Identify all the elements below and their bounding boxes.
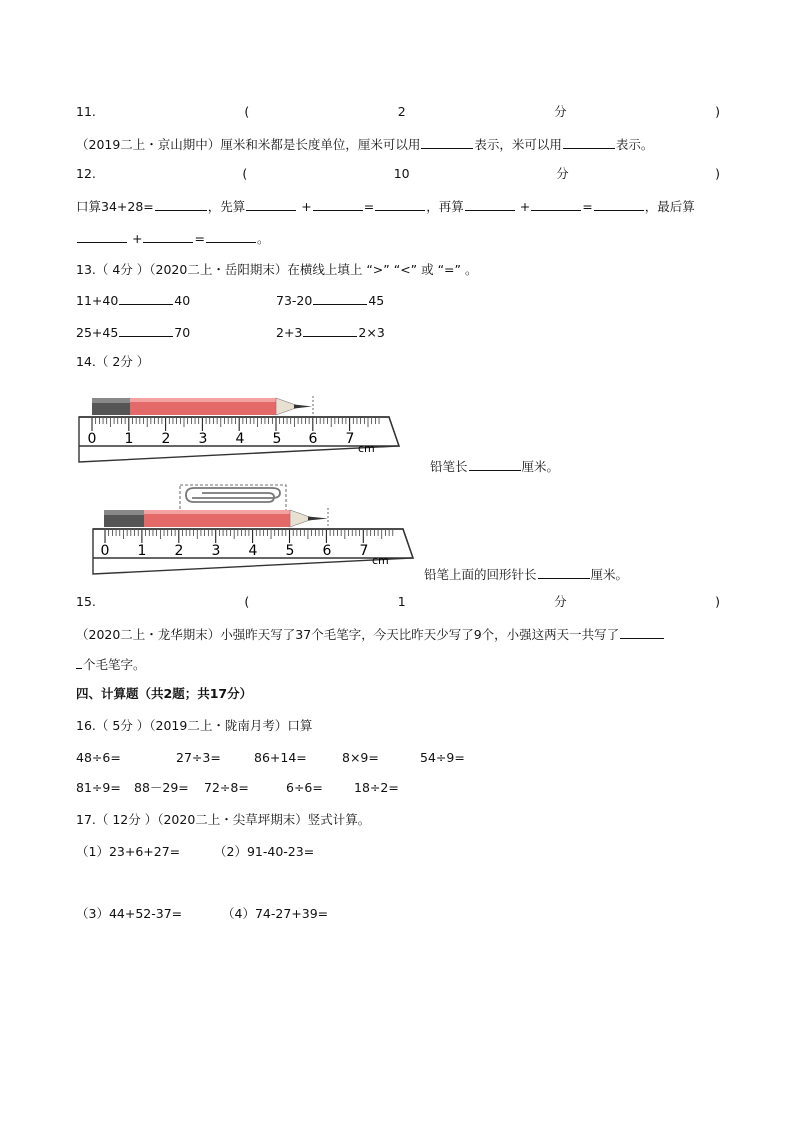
ruler-label-5: 5 bbox=[285, 543, 295, 559]
q12-equals-1: = bbox=[363, 199, 375, 214]
q15-text-2: 个毛笔字。 bbox=[83, 657, 146, 672]
q12-header bbox=[76, 166, 720, 182]
q11-header bbox=[76, 104, 720, 120]
q13-header: 13.（ 4分 ）（2020二上・岳阳期末）在横线上填上 “>” “<” 或 “=” 。 bbox=[76, 262, 478, 277]
q14-answer-blank-1[interactable] bbox=[469, 458, 521, 471]
q12-answer-blank-5[interactable] bbox=[465, 198, 515, 211]
q13-item-3-left: 25+45 bbox=[76, 325, 119, 340]
q16-item: 72÷8= bbox=[204, 780, 249, 795]
q12-answer-blank-1[interactable] bbox=[155, 198, 207, 211]
ruler-label-4: 4 bbox=[248, 543, 258, 559]
ruler-label-3: 3 bbox=[198, 431, 208, 447]
q12-answer-blank-6[interactable] bbox=[531, 198, 581, 211]
q14-answer-blank-2[interactable] bbox=[538, 566, 590, 579]
q13-item-3-right: 70 bbox=[174, 325, 191, 340]
q12-end-mark: 。 bbox=[256, 231, 270, 246]
pencil-icon bbox=[104, 508, 328, 529]
q16-item: 27÷3= bbox=[176, 750, 221, 765]
q13-item-2 bbox=[276, 292, 384, 309]
q15-body-line-1 bbox=[76, 626, 720, 643]
q16-item: 54÷9= bbox=[420, 750, 465, 765]
q14-answer-line-1 bbox=[430, 458, 559, 475]
q13-answer-blank-3[interactable] bbox=[119, 324, 173, 337]
ruler-label-0: 0 bbox=[100, 543, 110, 559]
q12-answer-blank-10[interactable] bbox=[206, 230, 256, 243]
q14-header: 14.（ 2分 ） bbox=[76, 354, 150, 369]
q12-answer-blank-8[interactable] bbox=[77, 230, 127, 243]
q11-text-4: 表示。 bbox=[615, 137, 654, 152]
q12-score-unit: 分 bbox=[556, 166, 569, 181]
q15-body-line-2 bbox=[76, 656, 720, 673]
q17-header: 17.（ 12分 ）（2020二上・尖草坪期末）竖式计算。 bbox=[76, 812, 371, 827]
q16-item: 86+14= bbox=[254, 750, 307, 765]
ruler-unit-label: cm bbox=[358, 442, 375, 455]
q12-equals-2: = bbox=[582, 199, 593, 214]
q12-text-2: ，先算 bbox=[207, 199, 246, 214]
ruler-label-6: 6 bbox=[322, 543, 332, 559]
q12-plus-2: + bbox=[519, 199, 531, 214]
q11-close-paren: ) bbox=[715, 104, 720, 119]
q12-answer-blank-3[interactable] bbox=[313, 198, 363, 211]
ruler-label-2: 2 bbox=[174, 543, 184, 559]
q13-answer-blank-1[interactable] bbox=[119, 292, 173, 305]
q17-item-4: （4）74-27+39= bbox=[222, 906, 329, 921]
q17-item-3: （3）44+52-37= bbox=[76, 906, 183, 921]
q14-answer-line-2 bbox=[424, 566, 628, 583]
q13-item-2-right: 45 bbox=[368, 293, 385, 308]
q15-score: 1 bbox=[397, 594, 406, 609]
pencil-ruler-figure-1 bbox=[78, 392, 408, 464]
q12-plus-1: + bbox=[301, 199, 312, 214]
q15-text-1: （2020二上・龙华期末）小强昨天写了37个毛笔字，今天比昨天少写了9个，小强这两天一共写了 bbox=[76, 627, 620, 642]
q15-close-paren: ) bbox=[715, 594, 720, 609]
pencil-ruler-figure-2 bbox=[92, 484, 422, 576]
ruler-label-1: 1 bbox=[124, 431, 134, 447]
q14-text-1b: 厘米。 bbox=[521, 459, 560, 474]
q16-header: 16.（ 5分 ）（2019二上・陇南月考）口算 bbox=[76, 718, 313, 733]
q16-item: 81÷9= bbox=[76, 780, 121, 795]
q15-answer-blank[interactable] bbox=[620, 626, 664, 639]
q13-item-4-right: 2×3 bbox=[358, 325, 385, 340]
q12-text-3: ，再算 bbox=[426, 199, 464, 214]
q16-item: 8×9= bbox=[342, 750, 379, 765]
q12-body-line-1 bbox=[76, 198, 720, 215]
q12-open-paren: ( bbox=[242, 166, 248, 181]
q11-text-3: 表示，米可以用 bbox=[474, 137, 562, 152]
q12-text-1: 口算34+28= bbox=[76, 199, 154, 214]
ruler-label-6: 6 bbox=[308, 431, 318, 447]
q12-equals-3: = bbox=[194, 231, 205, 246]
q11-score: 2 bbox=[397, 104, 406, 119]
ruler-label-7: 7 bbox=[359, 543, 369, 559]
q12-plus-3: + bbox=[131, 231, 143, 246]
q12-body-line-2 bbox=[76, 230, 720, 247]
q15-header bbox=[76, 594, 720, 610]
q13-item-2-left: 73-20 bbox=[276, 293, 313, 308]
q11-score-unit: 分 bbox=[554, 104, 567, 119]
q12-text-4: ，最后算 bbox=[644, 199, 695, 214]
q17-item-1: （1）23+6+27= bbox=[76, 844, 181, 859]
q12-answer-blank-9[interactable] bbox=[143, 230, 193, 243]
q11-body bbox=[76, 136, 720, 153]
q14-text-2a: 铅笔上面的回形针长 bbox=[424, 567, 537, 582]
q15-score-unit: 分 bbox=[554, 594, 567, 609]
q13-item-4-left: 2+3 bbox=[276, 325, 303, 340]
q16-item: 18÷2= bbox=[354, 780, 399, 795]
q11-number: 11. bbox=[76, 104, 96, 119]
pencil-icon bbox=[92, 396, 313, 417]
q11-answer-blank-2[interactable] bbox=[563, 136, 615, 149]
q14-text-2b: 厘米。 bbox=[590, 567, 629, 582]
q14-text-1a: 铅笔长 bbox=[430, 459, 468, 474]
ruler-label-7: 7 bbox=[345, 431, 355, 447]
q12-answer-blank-2[interactable] bbox=[246, 198, 296, 211]
ruler-label-4: 4 bbox=[235, 431, 245, 447]
q13-item-3 bbox=[76, 324, 190, 341]
q12-answer-blank-7[interactable] bbox=[594, 198, 644, 211]
q12-answer-blank-4[interactable] bbox=[375, 198, 425, 211]
ruler-label-1: 1 bbox=[137, 543, 147, 559]
q13-item-4 bbox=[276, 324, 385, 341]
q15-open-paren: ( bbox=[244, 594, 250, 609]
q15-number: 15. bbox=[76, 594, 96, 609]
q13-item-1 bbox=[76, 292, 190, 309]
q13-item-1-left: 11+40 bbox=[76, 293, 119, 308]
q15-answer-blank-cont[interactable] bbox=[76, 656, 82, 669]
section-4-title: 四、计算题（共2题；共17分） bbox=[76, 686, 253, 701]
q17-item-2: （2）91-40-23= bbox=[214, 844, 315, 859]
q11-open-paren: ( bbox=[244, 104, 250, 119]
q11-text-1: （2019二上・京山期中） bbox=[76, 137, 221, 152]
q13-answer-blank-2[interactable] bbox=[313, 292, 367, 305]
q12-number: 12. bbox=[76, 166, 96, 181]
q12-score: 10 bbox=[393, 166, 410, 181]
q11-answer-blank-1[interactable] bbox=[421, 136, 473, 149]
q16-item: 88－29= bbox=[134, 780, 189, 795]
q11-text-2: 厘米和米都是长度单位，厘米可以用 bbox=[220, 137, 421, 152]
q16-item: 6÷6= bbox=[286, 780, 323, 795]
ruler-label-2: 2 bbox=[161, 431, 171, 447]
ruler-label-3: 3 bbox=[211, 543, 221, 559]
q13-answer-blank-4[interactable] bbox=[303, 324, 357, 337]
ruler-label-5: 5 bbox=[272, 431, 282, 447]
ruler-label-0: 0 bbox=[87, 431, 97, 447]
q16-item: 48÷6= bbox=[76, 750, 121, 765]
q13-item-1-right: 40 bbox=[174, 293, 191, 308]
paperclip-icon bbox=[180, 485, 286, 511]
q12-close-paren: ) bbox=[715, 166, 720, 181]
ruler-unit-label: cm bbox=[372, 554, 389, 567]
